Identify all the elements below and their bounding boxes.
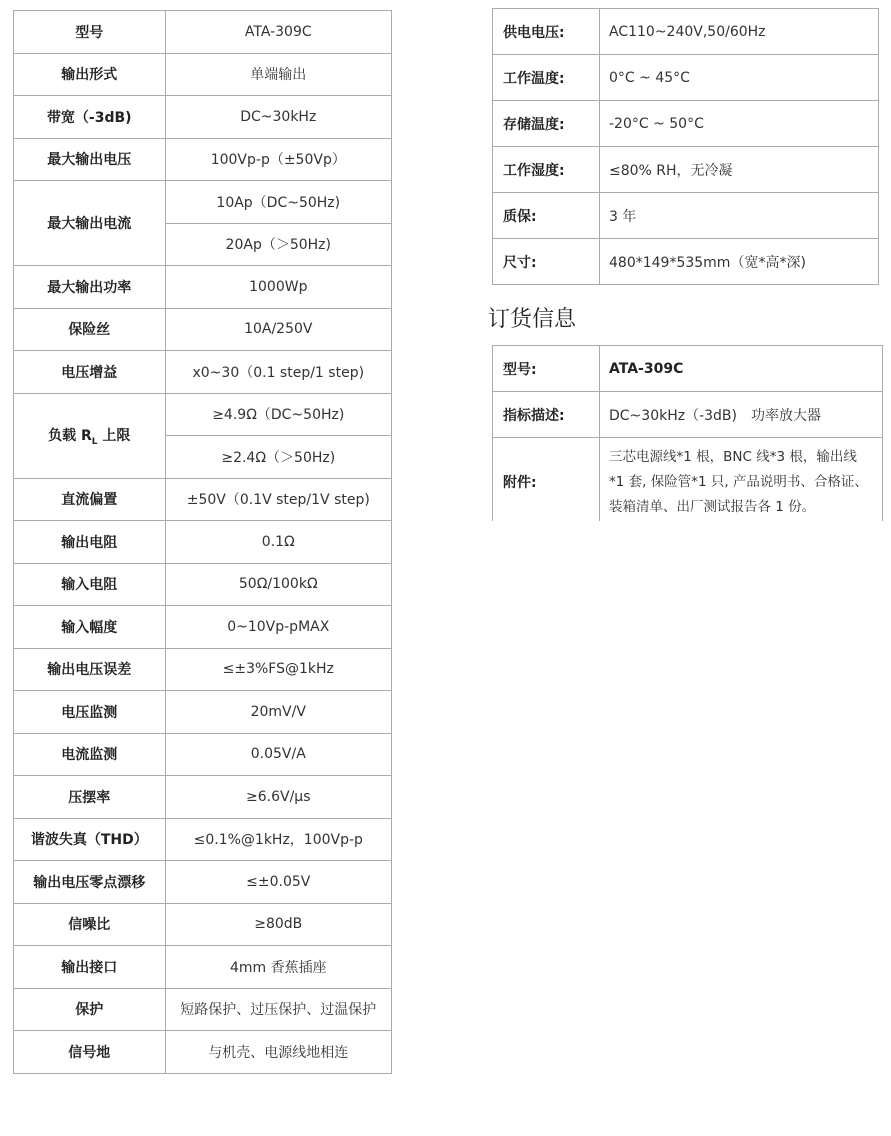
spec-key: 输出电阻 [14, 521, 166, 564]
spec-value: ≥2.4Ω（＞50Hz) [165, 436, 391, 479]
spec-value: ≥80dB [165, 903, 391, 946]
order-key: 型号: [493, 346, 600, 392]
order-info-container [492, 345, 884, 521]
table-row [14, 1031, 392, 1074]
spec-value: ≥4.9Ω（DC~50Hz) [165, 393, 391, 436]
accessory-line: 三芯电源线*1 根，BNC 线*3 根，输出线 [609, 448, 857, 465]
table-row [493, 55, 879, 101]
spec-key: 信号地 [14, 1031, 166, 1074]
env-key: 供电电压: [493, 9, 600, 55]
table-row [14, 648, 392, 691]
spec-key: 电流监测 [14, 733, 166, 776]
spec-key-prefix: 负载 R [48, 427, 92, 444]
spec-value: ≤±3%FS@1kHz [165, 648, 391, 691]
spec-value: 0.1Ω [165, 521, 391, 564]
env-value: 0°C ~ 45°C [600, 55, 879, 101]
spec-key: 输出形式 [14, 53, 166, 96]
env-value: 480*149*535mm（宽*高*深) [600, 239, 879, 285]
order-key: 附件: [493, 438, 600, 522]
spec-value: 50Ω/100kΩ [165, 563, 391, 606]
table-row [14, 266, 392, 309]
spec-key: 电压增益 [14, 351, 166, 394]
spec-key: 输出接口 [14, 946, 166, 989]
spec-key: 输入电阻 [14, 563, 166, 606]
env-value: AC110~240V,50/60Hz [600, 9, 879, 55]
spec-value: ≤0.1%@1kHz，100Vp-p [165, 818, 391, 861]
order-info-heading: 订货信息 [488, 307, 577, 332]
table-row [14, 351, 392, 394]
spec-key: 最大输出电压 [14, 138, 166, 181]
table-row [14, 861, 392, 904]
table-row [493, 438, 883, 522]
env-key: 尺寸: [493, 239, 600, 285]
spec-value: 10A/250V [165, 308, 391, 351]
spec-value: ATA-309C [165, 11, 391, 54]
table-row [493, 346, 883, 392]
table-row [14, 776, 392, 819]
spec-key-subscript: L [91, 436, 98, 447]
spec-value: 0~10Vp-pMAX [165, 606, 391, 649]
table-row [14, 96, 392, 139]
env-key: 存储温度: [493, 101, 600, 147]
spec-value: ≤±0.05V [165, 861, 391, 904]
spec-value: 1000Wp [165, 266, 391, 309]
spec-key: 直流偏置 [14, 478, 166, 521]
accessory-line: 装箱清单、出厂测试报告各 1 份。 [609, 498, 816, 515]
table-row [14, 691, 392, 734]
env-value: -20°C ~ 50°C [600, 101, 879, 147]
env-key: 质保: [493, 193, 600, 239]
environment-table [492, 8, 879, 285]
table-row [14, 478, 392, 521]
order-value: DC~30kHz（-3dB) 功率放大器 [600, 392, 883, 438]
table-row [14, 181, 392, 224]
table-row [493, 147, 879, 193]
spec-key: 信噪比 [14, 903, 166, 946]
table-row [14, 903, 392, 946]
spec-key-suffix: 上限 [97, 427, 131, 444]
spec-table [13, 10, 392, 1074]
table-row [14, 563, 392, 606]
spec-value: ≥6.6V/μs [165, 776, 391, 819]
spec-key: 输入幅度 [14, 606, 166, 649]
spec-key [14, 393, 166, 478]
spec-key: 保险丝 [14, 308, 166, 351]
table-row [493, 239, 879, 285]
spec-key: 压摆率 [14, 776, 166, 819]
spec-value: 短路保护、过压保护、过温保护 [165, 988, 391, 1031]
spec-key: 输出电压误差 [14, 648, 166, 691]
order-info-table [492, 345, 883, 521]
spec-key: 电压监测 [14, 691, 166, 734]
spec-value: 单端输出 [165, 53, 391, 96]
table-row [493, 193, 879, 239]
spec-value: 20Ap（＞50Hz) [165, 223, 391, 266]
table-row [14, 521, 392, 564]
env-key: 工作温度: [493, 55, 600, 101]
spec-value: 10Ap（DC~50Hz) [165, 181, 391, 224]
env-key: 工作湿度: [493, 147, 600, 193]
table-row [493, 101, 879, 147]
spec-key: 输出电压零点漂移 [14, 861, 166, 904]
spec-key: 带宽（-3dB) [14, 96, 166, 139]
env-value: 3 年 [600, 193, 879, 239]
order-value [600, 438, 883, 522]
table-row [14, 733, 392, 776]
env-value: ≤80% RH，无冷凝 [600, 147, 879, 193]
spec-value: ±50V（0.1V step/1V step) [165, 478, 391, 521]
spec-key: 谐波失真（THD） [14, 818, 166, 861]
table-row [14, 818, 392, 861]
table-row [14, 53, 392, 96]
spec-key: 型号 [14, 11, 166, 54]
spec-value: 100Vp-p（±50Vp） [165, 138, 391, 181]
spec-value: 4mm 香蕉插座 [165, 946, 391, 989]
table-row [14, 946, 392, 989]
spec-value: 0.05V/A [165, 733, 391, 776]
order-key: 指标描述: [493, 392, 600, 438]
spec-value: 20mV/V [165, 691, 391, 734]
spec-key: 保护 [14, 988, 166, 1031]
spec-key: 最大输出电流 [14, 181, 166, 266]
spec-value: 与机壳、电源线地相连 [165, 1031, 391, 1074]
table-row [14, 308, 392, 351]
accessory-line: *1 套, 保险管*1 只, 产品说明书、合格证、 [609, 473, 868, 490]
table-row [14, 393, 392, 436]
spec-value: DC~30kHz [165, 96, 391, 139]
spec-value: x0~30（0.1 step/1 step) [165, 351, 391, 394]
order-value: ATA-309C [600, 346, 883, 392]
table-row [493, 9, 879, 55]
table-row [493, 392, 883, 438]
table-row [14, 138, 392, 181]
spec-key: 最大输出功率 [14, 266, 166, 309]
table-row [14, 11, 392, 54]
table-row [14, 606, 392, 649]
table-row [14, 988, 392, 1031]
